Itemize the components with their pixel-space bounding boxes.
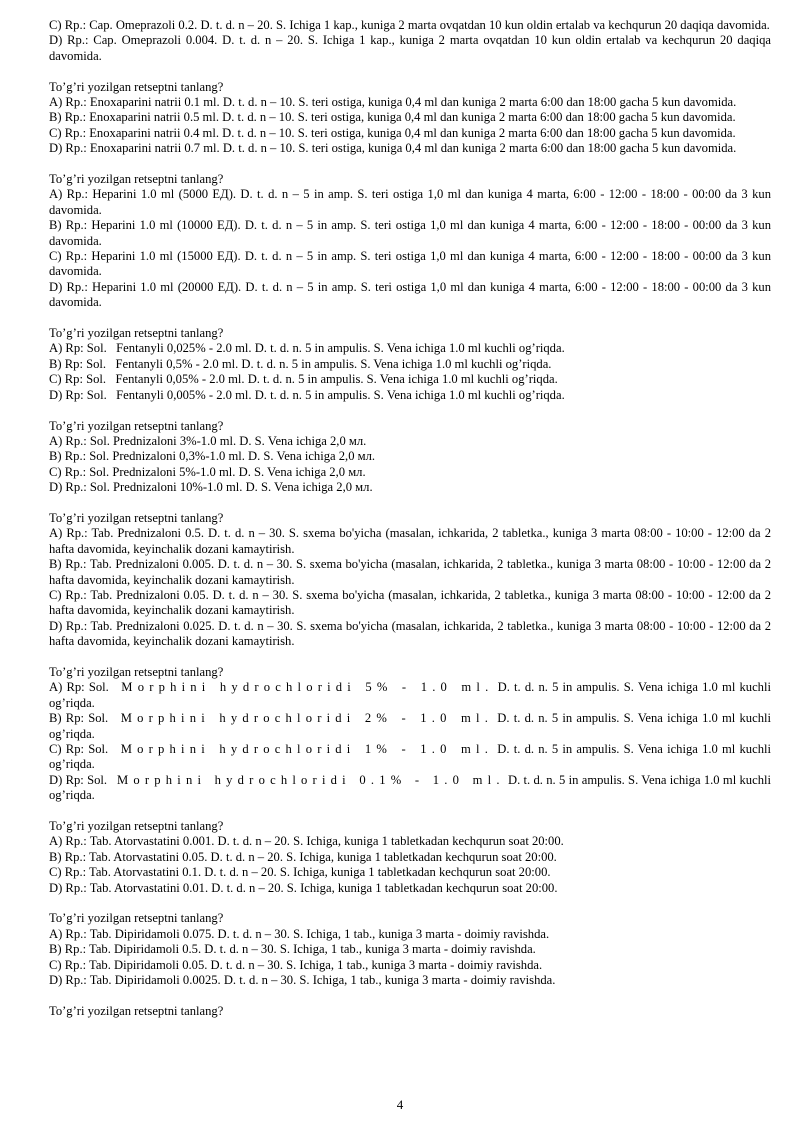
option-line <box>49 711 771 742</box>
question-block <box>49 326 771 403</box>
option-spaced-text: Morphini hydrochloridi 0.1% - 1.0 ml. <box>117 772 505 787</box>
question-title: To’g’ri yozilgan retseptni tanlang? <box>49 911 224 926</box>
option-spaced-text: Morphini hydrochloridi 5% - 1.0 ml. <box>121 680 494 695</box>
option-suffix: D. t. d. n. 5 in ampulis. S. Vena ichiga 1.0 ml kuchli og’riqda. <box>49 742 771 772</box>
option-line <box>49 773 771 804</box>
question-block <box>49 172 771 311</box>
option-line: C) Rp.: Tab. Dipiridamoli 0.05. D. t. d. n – 30. S. Ichiga, 1 tab., kuniga 3 marta - doimiy ravishda. <box>49 957 543 972</box>
document-page <box>49 18 771 1019</box>
question-title: To’g’ri yozilgan retseptni tanlang? <box>49 1003 224 1018</box>
question-block <box>49 911 771 988</box>
option-line: A) Rp.: Tab. Prednizaloni 0.5. D. t. d. n – 30. S. sxema bo'yicha (masalan, ichkarida, 2 tabletka., kuniga 3 marta 08:00 - 10:00 - 12:00 da 2 hafta davomida, keyinchalik dozani kamaytirish. <box>49 526 771 556</box>
option-line: D) Rp.: Tab. Dipiridamoli 0.0025. D. t. d. n – 30. S. Ichiga, 1 tab., kuniga 3 marta - doimiy ravishda. <box>49 973 556 988</box>
option-line <box>49 680 771 711</box>
question-block <box>49 819 771 896</box>
question-block <box>49 511 771 650</box>
question-block <box>49 80 771 157</box>
intro-options <box>49 18 771 64</box>
option-line: B) Rp.: Enoxaparini natrii 0.5 ml. D. t. d. n – 10. S. teri ostiga, kuniga 0,4 ml dan kuniga 2 marta 6:00 dan 18:00 gacha 5 kun davomida. <box>49 110 736 125</box>
option-prefix: C) Rp: Sol. <box>49 742 109 756</box>
option-line: B) Rp.: Sol. Prednizaloni 0,3%-1.0 ml. D. S. Vena ichiga 2,0 мл. <box>49 449 376 464</box>
option-line: C) Rp.: Sol. Prednizaloni 5%-1.0 ml. D. S. Vena ichiga 2,0 мл. <box>49 464 366 479</box>
option-line: D) Rp.: Heparini 1.0 ml (20000 ЕД). D. t. d. n – 5 in amp. S. teri ostiga 1,0 ml dan kuniga 4 marta, 6:00 - 12:00 - 18:00 - 00:00 da 3 kun davomida. <box>49 279 771 310</box>
option-line: A) Rp.: Heparini 1.0 ml (5000 ЕД). D. t. d. n – 5 in amp. S. teri ostiga 1,0 ml dan kuniga 4 marta, 6:00 - 12:00 - 18:00 - 00:00 da 3 kun davomida. <box>49 187 771 217</box>
option-suffix: D. t. d. n. 5 in ampulis. S. Vena ichiga 1.0 ml kuchli og’riqda. <box>49 680 771 710</box>
option-line: C) Rp.: Enoxaparini natrii 0.4 ml. D. t. d. n – 10. S. teri ostiga, kuniga 0,4 ml dan kuniga 2 marta 6:00 dan 18:00 gacha 5 kun davomida. <box>49 125 736 140</box>
option-spaced-text: Morphini hydrochloridi 1% - 1.0 ml. <box>120 742 494 756</box>
option-prefix: A) Rp: Sol. <box>49 680 109 695</box>
option-line: D) Rp.: Enoxaparini natrii 0.7 ml. D. t. d. n – 10. S. teri ostiga, kuniga 0,4 ml dan kuniga 2 marta 6:00 dan 18:00 gacha 5 kun davomida. <box>49 141 737 156</box>
option-line: B) Rp.: Tab. Dipiridamoli 0.5. D. t. d. n – 30. S. Ichiga, 1 tab., kuniga 3 marta - doimiy ravishda. <box>49 942 536 957</box>
option-suffix: D. t. d. n. 5 in ampulis. S. Vena ichiga 1.0 ml kuchli og’riqda. <box>49 711 771 741</box>
option-line: D) Rp.: Sol. Prednizaloni 10%-1.0 ml. D. S. Vena ichiga 2,0 мл. <box>49 480 373 495</box>
question-title: To’g’ri yozilgan retseptni tanlang? <box>49 819 224 834</box>
question-title: To’g’ri yozilgan retseptni tanlang? <box>49 172 224 187</box>
option-line: D) Rp: Sol. Fentanyli 0,005% - 2.0 ml. D. t. d. n. 5 in ampulis. S. Vena ichiga 1.0 ml kuchli og’riqda. <box>49 387 565 402</box>
question-block <box>49 419 771 496</box>
option-prefix: D) Rp: Sol. <box>49 772 108 787</box>
question-title: To’g’ri yozilgan retseptni tanlang? <box>49 79 224 94</box>
option-line: A) Rp.: Sol. Prednizaloni 3%-1.0 ml. D. S. Vena ichiga 2,0 мл. <box>49 433 367 448</box>
option-line: B) Rp.: Tab. Prednizaloni 0.005. D. t. d. n – 30. S. sxema bo'yicha (masalan, ichkarida, 2 tabletka., kuniga 3 marta 08:00 - 10:00 - 12:00 da 2 hafta davomida, keyinchalik dozani kamaytirish. <box>49 557 771 587</box>
option-line: D) Rp.: Cap. Omeprazoli 0.004. D. t. d. n – 20. S. Ichiga 1 kap., kuniga 2 marta ovqatdan 10 kun oldin ertalab va kechqurun 20 daqiqa davomida. <box>49 33 771 63</box>
page-number: 4 <box>396 1097 404 1112</box>
option-line: D) Rp.: Tab. Atorvastatini 0.01. D. t. d. n – 20. S. Ichiga, kuniga 1 tabletkadan kechqurun soat 20:00. <box>49 880 558 895</box>
question-block <box>49 1004 771 1019</box>
option-line: C) Rp.: Cap. Omeprazoli 0.2. D. t. d. n – 20. S. Ichiga 1 kap., kuniga 2 marta ovqatdan 10 kun oldin ertalab va kechqurun 20 daqiqa davomida. <box>49 18 770 32</box>
option-line: A) Rp.: Tab. Dipiridamoli 0.075. D. t. d. n – 30. S. Ichiga, 1 tab., kuniga 3 marta - doimiy ravishda. <box>49 926 550 941</box>
question-title: To’g’ri yozilgan retseptni tanlang? <box>49 326 224 341</box>
option-line: B) Rp.: Heparini 1.0 ml (10000 ЕД). D. t. d. n – 5 in amp. S. teri ostiga 1,0 ml dan kuniga 4 marta, 6:00 - 12:00 - 18:00 - 00:00 da 3 kun davomida. <box>49 218 771 248</box>
option-line: C) Rp.: Heparini 1.0 ml (15000 ЕД). D. t. d. n – 5 in amp. S. teri ostiga 1,0 ml dan kuniga 4 marta, 6:00 - 12:00 - 18:00 - 00:00 da 3 kun davomida. <box>49 249 771 279</box>
option-line: A) Rp.: Tab. Atorvastatini 0.001. D. t. d. n – 20. S. Ichiga, kuniga 1 tabletkadan kechqurun soat 20:00. <box>49 834 564 849</box>
option-line: A) Rp: Sol. Fentanyli 0,025% - 2.0 ml. D. t. d. n. 5 in ampulis. S. Vena ichiga 1.0 ml kuchli og’riqda. <box>49 341 565 356</box>
option-line: D) Rp.: Tab. Prednizaloni 0.025. D. t. d. n – 30. S. sxema bo'yicha (masalan, ichkarida, 2 tabletka., kuniga 3 marta 08:00 - 10:00 - 12:00 da 2 hafta davomida, keyinchalik dozani kamaytirish. <box>49 618 771 649</box>
option-line: C) Rp.: Tab. Atorvastatini 0.1. D. t. d. n – 20. S. Ichiga, kuniga 1 tabletkadan kechqurun soat 20:00. <box>49 865 551 880</box>
option-line <box>49 742 771 773</box>
question-block <box>49 665 771 804</box>
option-line: B) Rp.: Tab. Atorvastatini 0.05. D. t. d. n – 20. S. Ichiga, kuniga 1 tabletkadan kechqurun soat 20:00. <box>49 849 557 864</box>
option-line: C) Rp: Sol. Fentanyli 0,05% - 2.0 ml. D. t. d. n. 5 in ampulis. S. Vena ichiga 1.0 ml kuchli og’riqda. <box>49 372 558 387</box>
option-suffix: D. t. d. n. 5 in ampulis. S. Vena ichiga 1.0 ml kuchli og’riqda. <box>49 772 771 803</box>
option-spaced-text: Morphini hydrochloridi 2% - 1.0 ml. <box>120 711 494 726</box>
question-title: To’g’ri yozilgan retseptni tanlang? <box>49 510 224 525</box>
option-prefix: B) Rp: Sol. <box>49 711 109 726</box>
option-line: A) Rp.: Enoxaparini natrii 0.1 ml. D. t. d. n – 10. S. teri ostiga, kuniga 0,4 ml dan kuniga 2 marta 6:00 dan 18:00 gacha 5 kun davomida. <box>49 95 737 110</box>
question-title: To’g’ri yozilgan retseptni tanlang? <box>49 664 224 679</box>
option-line: C) Rp.: Tab. Prednizaloni 0.05. D. t. d. n – 30. S. sxema bo'yicha (masalan, ichkarida, 2 tabletka., kuniga 3 marta 08:00 - 10:00 - 12:00 da 2 hafta davomida, keyinchalik dozani kamaytirish. <box>49 587 771 618</box>
option-line: B) Rp: Sol. Fentanyli 0,5% - 2.0 ml. D. t. d. n. 5 in ampulis. S. Vena ichiga 1.0 ml kuchli og’riqda. <box>49 356 552 371</box>
question-title: To’g’ri yozilgan retseptni tanlang? <box>49 418 224 433</box>
